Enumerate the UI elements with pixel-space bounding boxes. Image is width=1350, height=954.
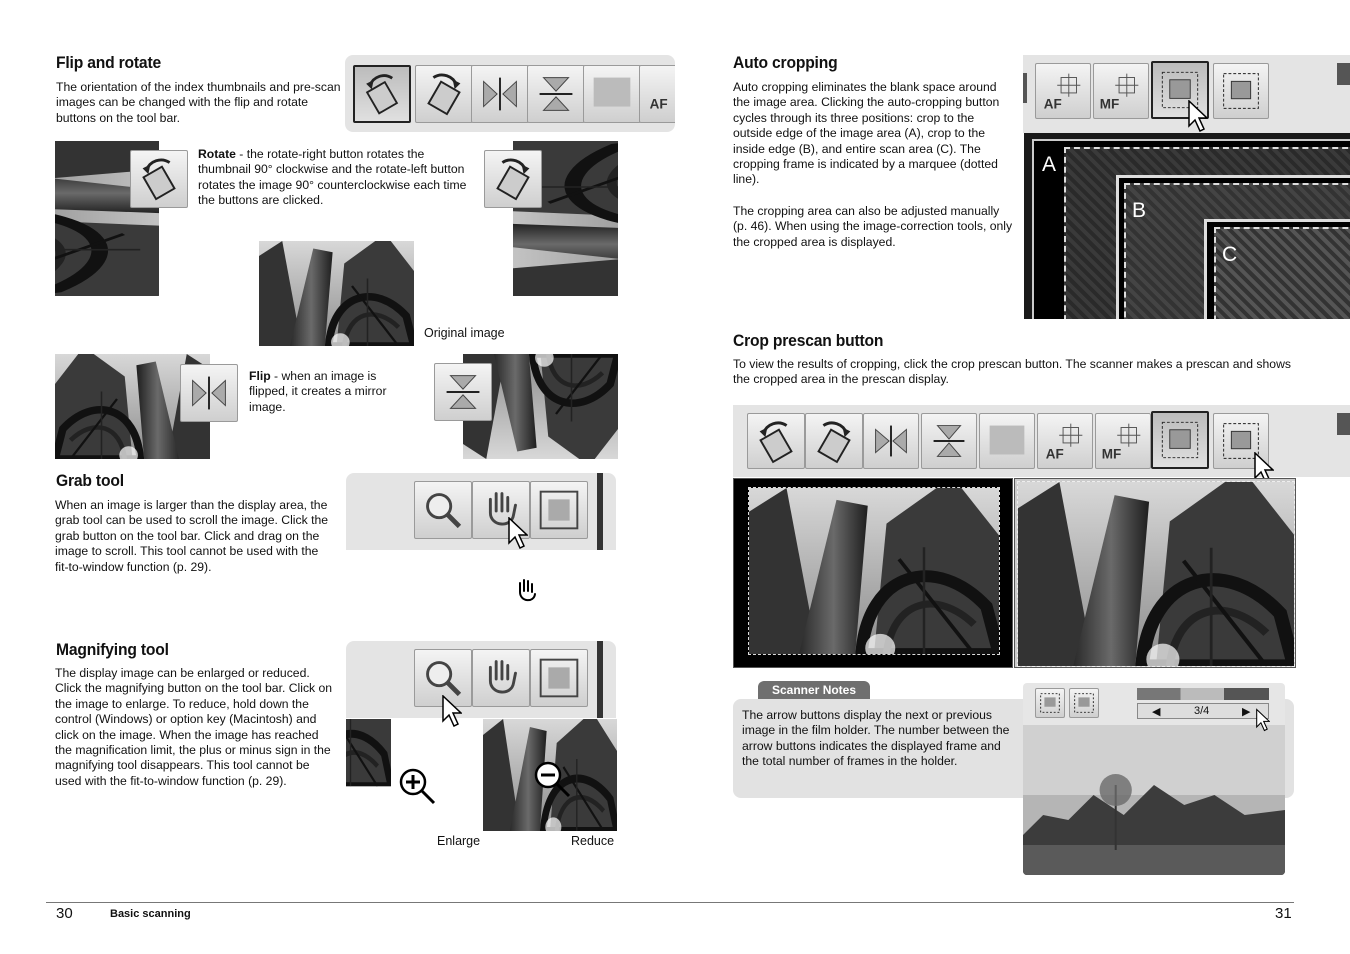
toolbar-edge: [597, 473, 603, 550]
auto-crop-icon: [1036, 689, 1064, 717]
scanner-notes-body: The arrow buttons display the next or previous image in the film holder. The number between the arrow buttons indicates the displayed frame and the total number of frames in the holder.: [742, 708, 1010, 769]
auto-cropping-body: Auto cropping eliminates the blank space around the image area. Clicking the auto-cropping button cycles through its three positions: crop to the outside edge of the image area (A), crop to the inside edge (B), and entire scan area (C). The cropping frame is indicated by a marquee (dotted line).: [733, 80, 1000, 187]
crop-positions-diagram: [1024, 133, 1350, 319]
fit-to-window-button[interactable]: [530, 649, 588, 707]
rotate-right-icon: [416, 66, 472, 122]
crop-prescan-body: To view the results of cropping, click the crop prescan button. The scanner makes a prescan and shows the cropped area in the prescan display.: [733, 357, 1291, 387]
rotate-text: - the rotate-right button rotates the thumbnail 90° clockwise and the rotate-left button rotates the image 90° counterclockwise each time the buttons are clicked.: [198, 147, 467, 208]
svg-text:AF: AF: [1043, 96, 1062, 112]
auto-cropping-title: Auto cropping: [733, 53, 838, 72]
af-icon: [1036, 64, 1090, 118]
fit-to-window-icon: [531, 650, 587, 706]
flip-description: [249, 369, 409, 415]
grab-scroll-image[interactable]: [346, 551, 617, 626]
crop-frame-c: [1214, 227, 1350, 319]
crop-prescan-button[interactable]: [1213, 63, 1269, 119]
enlarge-caption: Enlarge: [437, 834, 481, 848]
af-button[interactable]: [639, 65, 675, 123]
magnify-button[interactable]: [414, 481, 472, 539]
svg-text:AF: AF: [649, 96, 668, 112]
rotate-left-icon: [131, 151, 187, 207]
rotate-right-icon: [806, 414, 862, 468]
mf-icon: [1094, 64, 1148, 118]
zoom-out-cursor-icon: [533, 760, 573, 800]
flip-vertical-button[interactable]: [921, 413, 977, 469]
flip-horizontal-button[interactable]: [863, 413, 919, 469]
auto-crop-button[interactable]: [1035, 688, 1065, 718]
toolbar-edge: [1023, 73, 1027, 103]
auto-crop-button[interactable]: [1151, 411, 1209, 469]
flip-horizontal-icon: [864, 414, 918, 468]
flip-label: Flip: [249, 369, 271, 383]
page-number-left: 30: [56, 905, 73, 922]
magnify-toolbar: [346, 641, 616, 718]
toolbar-edge: [597, 641, 603, 718]
crop-label-c: C: [1222, 243, 1238, 266]
magnify-icon: [415, 482, 471, 538]
magnifying-tool-body: The display image can be enlarged or reduced. Click the magnifying button on the tool bar. Click on the image to enlarge. To reduce, hold down the control (Windows) or option key (Macintosh) and click on the image. When the image has reached the magnification limit, the plus or minus sign in the magnifying tool disappears. This tool cannot be used with the fit-to-window function (p. 29).: [55, 666, 333, 788]
svg-text:MF: MF: [1099, 96, 1120, 112]
footer-rule: [46, 902, 1294, 903]
grab-tool-title: Grab tool: [56, 471, 124, 490]
prescan-image-uncropped: [748, 487, 1000, 655]
flip-rotate-body: The orientation of the index thumbnails and pre-scan images can be changed with the flip and rotate buttons on the tool bar.: [56, 80, 341, 125]
flip-horizontal-button-callout: [180, 364, 238, 422]
previous-frame-button[interactable]: ◀: [1152, 706, 1161, 718]
rotate-right-icon: [485, 151, 541, 207]
zoom-in-cursor-icon: [398, 767, 438, 807]
flip-vertical-icon: [922, 414, 976, 468]
prescan-image-cropped: [1017, 481, 1295, 667]
hand-cursor-icon: [514, 578, 538, 604]
flip-horizontal-button[interactable]: [471, 65, 529, 123]
rotate-left-button-callout: [130, 150, 188, 208]
scanner-notes-tab: Scanner Notes: [758, 681, 870, 699]
crop-label-a: A: [1042, 153, 1057, 176]
mf-button[interactable]: [1095, 413, 1151, 469]
flip-horizontal-icon: [472, 66, 528, 122]
af-button[interactable]: [1037, 413, 1093, 469]
footer-section-title: Basic scanning: [110, 908, 191, 920]
rotate-description: [198, 147, 476, 209]
magnifying-tool-title: Magnifying tool: [56, 640, 169, 659]
grab-tool-body: When an image is larger than the display area, the grab tool can be used to scroll the image. Click the grab button on the tool bar. Click and drag on the image to scroll. This tool cannot be used with the fit-to-window function (p. 29).: [55, 498, 329, 574]
auto-crop-icon: [1153, 413, 1207, 467]
arrow-cursor-icon: [508, 517, 528, 549]
af-icon: [640, 66, 675, 122]
grab-hand-icon: [473, 650, 529, 706]
rotate-right-button[interactable]: [805, 413, 863, 469]
page-number-right: 31: [1275, 905, 1292, 922]
flip-rotate-toolbar: [345, 55, 675, 132]
crop-prescan-button[interactable]: [1069, 688, 1099, 718]
flip-vertical-icon: [528, 66, 584, 122]
auto-crop-toolbar: [1023, 55, 1350, 133]
crop-prescan-icon: [1214, 64, 1268, 118]
original-image-caption: Original image: [424, 326, 505, 340]
thumbnail-button[interactable]: [583, 65, 641, 123]
toolbar-edge: [1337, 413, 1350, 435]
rotate-left-icon: [355, 67, 409, 121]
grab-toolbar: [346, 473, 616, 550]
frame-strip: [1137, 688, 1269, 700]
thumbnail-icon: [980, 414, 1034, 468]
crop-label-b: B: [1132, 199, 1147, 222]
flip-text: - when an image is flipped, it creates a mirror image.: [249, 369, 387, 414]
thumbnail-button[interactable]: [979, 413, 1035, 469]
next-frame-button[interactable]: ▶: [1242, 706, 1251, 718]
crop-prescan-icon: [1070, 689, 1098, 717]
toolbar-edge: [1337, 63, 1350, 85]
mf-button[interactable]: [1093, 63, 1149, 119]
arrow-cursor-icon: [1188, 100, 1208, 132]
flip-vertical-icon: [435, 364, 491, 420]
flip-vertical-button[interactable]: [527, 65, 585, 123]
fit-to-window-icon: [531, 482, 587, 538]
auto-cropping-body-2: The cropping area can also be adjusted manually (p. 46). When using the image-correction tools, only the cropped area is displayed.: [733, 204, 1013, 249]
frame-counter: 3/4: [1194, 705, 1210, 717]
flip-rotate-title: Flip and rotate: [56, 53, 161, 72]
crop-prescan-title: Crop prescan button: [733, 331, 884, 350]
rotate-left-button[interactable]: [747, 413, 805, 469]
mf-icon: [1096, 414, 1150, 468]
rotate-left-button[interactable]: [353, 65, 411, 123]
svg-text:AF: AF: [1045, 446, 1064, 462]
film-holder-panel: [1023, 683, 1285, 875]
original-image: [259, 241, 414, 346]
thumbnail-icon: [584, 66, 640, 122]
af-icon: [1038, 414, 1092, 468]
flip-vertical-button-callout: [434, 363, 492, 421]
flip-horizontal-icon: [181, 365, 237, 421]
fit-to-window-button[interactable]: [530, 481, 588, 539]
af-button[interactable]: [1035, 63, 1091, 119]
reduce-caption: Reduce: [571, 834, 615, 848]
rotate-right-button[interactable]: [415, 65, 473, 123]
landscape-preview-image: [1023, 725, 1285, 875]
rotate-left-icon: [748, 414, 804, 468]
frame-navigator: [1137, 703, 1269, 719]
svg-text:MF: MF: [1101, 446, 1122, 462]
prescan-before-crop: [733, 478, 1013, 668]
rotate-label: Rotate: [198, 147, 236, 161]
grab-button[interactable]: [472, 649, 530, 707]
arrow-cursor-icon: [1256, 708, 1270, 732]
prescan-after-crop: [1014, 478, 1296, 668]
rotate-right-button-callout: [484, 150, 542, 208]
